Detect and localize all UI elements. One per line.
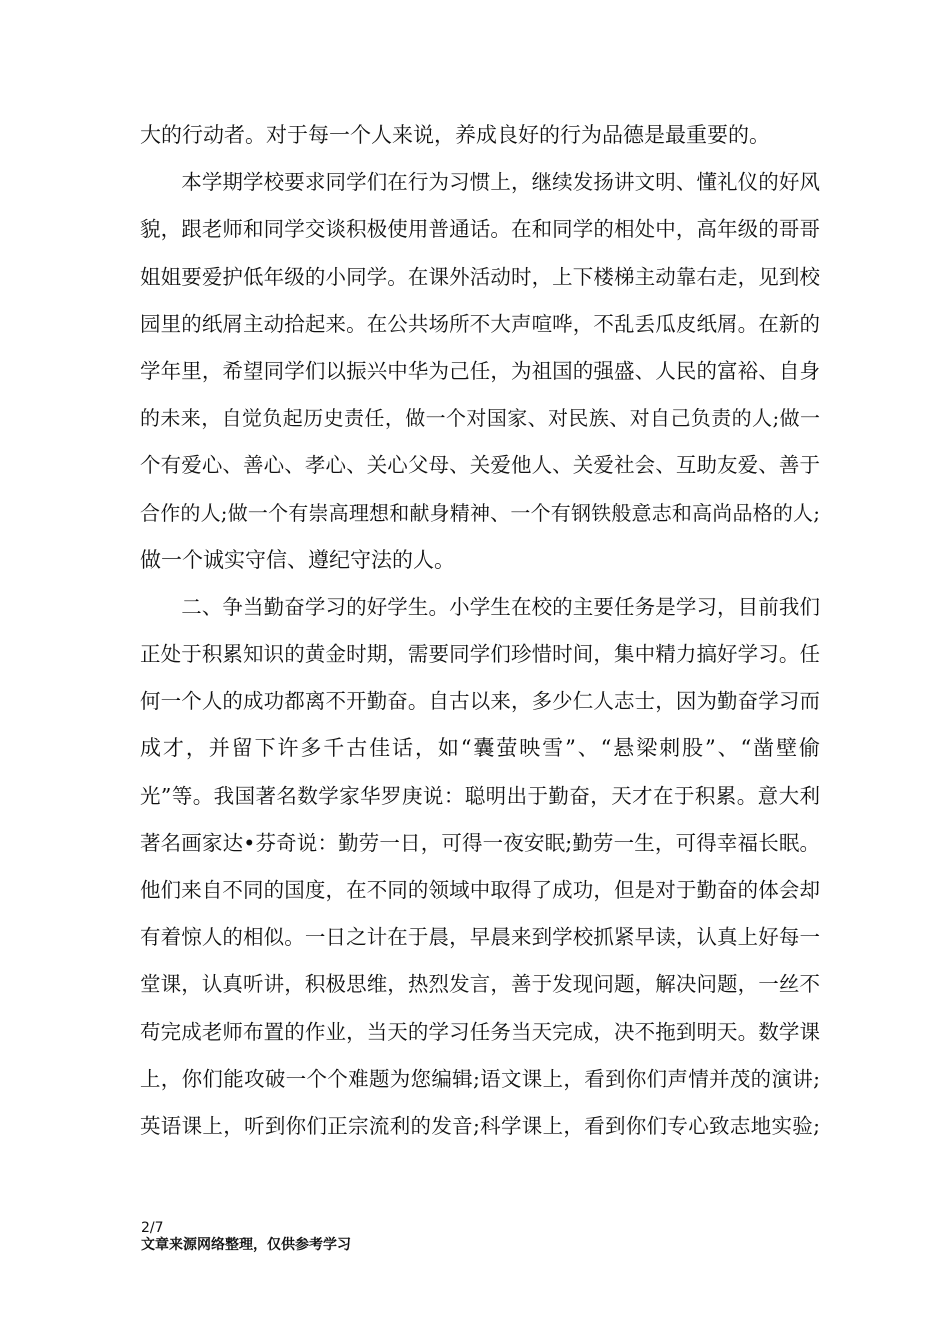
text-line: 堂课，认真听讲，积极思维，热烈发言，善于发现问题，解决问题，一丝不: [140, 972, 820, 997]
text-line: 貌，跟老师和同学交谈积极使用普通话。在和同学的相处中，高年级的哥哥: [140, 217, 820, 242]
text-line: 园里的纸屑主动拾起来。在公共场所不大声喧哗，不乱丢瓜皮纸屑。在新的: [140, 311, 820, 336]
text-line: 正处于积累知识的黄金时期，需要同学们珍惜时间，集中精力搞好学习。任: [140, 642, 820, 667]
page-number: 2/7: [141, 1220, 164, 1236]
text-line: 大的行动者。对于每一个人来说，养成良好的行为品德是最重要的。: [140, 123, 770, 147]
text-line: 合作的人;做一个有崇高理想和献身精神、一个有钢铁般意志和高尚品格的人;: [140, 500, 820, 525]
text-line: 上，你们能攻破一个个难题为您编辑;语文课上，看到你们声情并茂的演讲;: [140, 1066, 820, 1091]
text-line: 本学期学校要求同学们在行为习惯上，继续发扬讲文明、懂礼仪的好风: [140, 170, 820, 195]
page-footer: [141, 1220, 351, 1254]
source-note: 文章来源网络整理，仅供参考学习: [141, 1237, 351, 1253]
text-line: 著名画家达•芬奇说：勤劳一日，可得一夜安眠;勤劳一生，可得幸福长眠。: [140, 830, 820, 855]
text-line: 苟完成老师布置的作业，当天的学习任务当天完成，决不拖到明天。数学课: [140, 1019, 820, 1044]
text-line: 何一个人的成功都离不开勤奋。自古以来，多少仁人志士，因为勤奋学习而: [140, 689, 820, 714]
text-line: 英语课上，听到你们正宗流利的发音;科学课上，看到你们专心致志地实验;: [140, 1113, 820, 1138]
text-line: 成才，并留下许多千古佳话，如“囊萤映雪”、“悬梁刺股”、“凿壁偷: [140, 736, 820, 761]
text-line: 光”等。我国著名数学家华罗庚说：聪明出于勤奋，天才在于积累。意大利: [140, 783, 820, 808]
text-line: 二、争当勤奋学习的好学生。小学生在校的主要任务是学习，目前我们: [140, 594, 820, 619]
body-text: [140, 112, 820, 1150]
text-line: 个有爱心、善心、孝心、关心父母、关爱他人、关爱社会、互助友爱、善于: [140, 453, 820, 478]
text-line: 姐姐要爱护低年级的小同学。在课外活动时，上下楼梯主动靠右走，见到校: [140, 264, 820, 289]
text-line: 他们来自不同的国度，在不同的领域中取得了成功，但是对于勤奋的体会却: [140, 878, 820, 902]
text-line: 的未来，自觉负起历史责任，做一个对国家、对民族、对自己负责的人;做一: [140, 406, 820, 431]
text-line: 学年里，希望同学们以振兴中华为己任，为祖国的强盛、人民的富裕、自身: [140, 358, 820, 383]
text-line: 做一个诚实守信、遵纪守法的人。: [140, 547, 455, 572]
text-line: 有着惊人的相似。一日之计在于晨，早晨来到学校抓紧早读，认真上好每一: [140, 925, 820, 950]
